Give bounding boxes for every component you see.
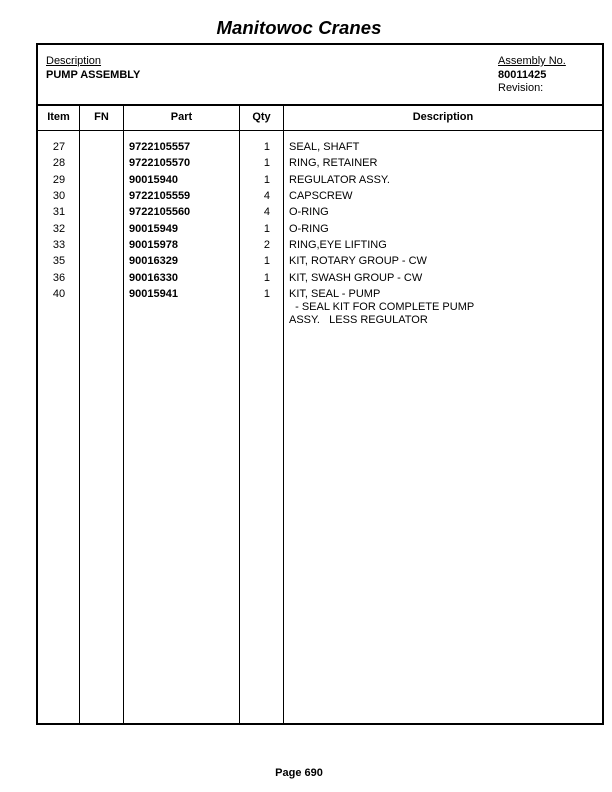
item-number: 35 bbox=[52, 255, 66, 268]
column-header-qty: Qty bbox=[252, 111, 271, 123]
table-row bbox=[38, 174, 602, 190]
assembly-header bbox=[38, 45, 602, 106]
table-row bbox=[38, 288, 602, 327]
description-value: PUMP ASSEMBLY bbox=[46, 69, 141, 81]
item-number: 32 bbox=[52, 222, 66, 235]
page-number: Page 690 bbox=[275, 767, 323, 779]
part-description: RING, RETAINER bbox=[289, 157, 378, 170]
part-description: RING,EYE LIFTING bbox=[289, 239, 387, 252]
part-number: 90016330 bbox=[129, 271, 178, 284]
quantity: 1 bbox=[263, 222, 270, 235]
quantity: 4 bbox=[263, 190, 270, 203]
column-header-description: Description bbox=[412, 111, 474, 123]
item-number: 28 bbox=[52, 157, 66, 170]
quantity: 1 bbox=[263, 271, 270, 284]
item-number: 31 bbox=[52, 206, 66, 219]
table-row bbox=[38, 255, 602, 271]
item-number: 27 bbox=[52, 141, 66, 153]
part-number: 90015941 bbox=[129, 288, 178, 301]
table-row bbox=[38, 239, 602, 255]
part-number: 90016329 bbox=[129, 255, 178, 268]
quantity: 2 bbox=[263, 239, 270, 252]
part-number: 90015940 bbox=[129, 173, 178, 186]
column-header-item: Item bbox=[47, 111, 70, 123]
part-description: KIT, SEAL - PUMP - SEAL KIT FOR COMPLETE PUMP ASSY. LESS REGULATOR bbox=[289, 288, 475, 327]
part-number: 90015978 bbox=[129, 239, 178, 252]
column-header-part: Part bbox=[170, 111, 193, 123]
part-description: KIT, SWASH GROUP - CW bbox=[289, 271, 423, 284]
quantity: 1 bbox=[263, 255, 270, 268]
item-number: 33 bbox=[52, 239, 66, 252]
assembly-number-label: Assembly No. bbox=[498, 55, 566, 67]
parts-list-frame bbox=[36, 43, 604, 725]
part-description: KIT, ROTARY GROUP - CW bbox=[289, 255, 427, 268]
table-row bbox=[38, 190, 602, 206]
quantity: 1 bbox=[263, 141, 270, 153]
table-row bbox=[38, 223, 602, 239]
column-header-fn: FN bbox=[94, 111, 109, 123]
part-description: O-RING bbox=[289, 222, 329, 235]
part-description: REGULATOR ASSY. bbox=[289, 173, 390, 186]
part-number: 90015949 bbox=[129, 222, 178, 235]
part-number: 9722105560 bbox=[129, 206, 191, 219]
column-header-rule bbox=[38, 130, 602, 131]
part-number: 9722105557 bbox=[129, 141, 191, 153]
quantity: 4 bbox=[263, 206, 270, 219]
item-number: 30 bbox=[52, 190, 66, 203]
table-row bbox=[38, 206, 602, 222]
revision-label: Revision: bbox=[498, 82, 544, 94]
part-description: O-RING bbox=[289, 206, 329, 219]
item-number: 29 bbox=[52, 173, 66, 186]
part-description: CAPSCREW bbox=[289, 190, 353, 203]
part-number: 9722105559 bbox=[129, 190, 191, 203]
table-row bbox=[38, 157, 602, 173]
quantity: 1 bbox=[263, 157, 270, 170]
part-description: SEAL, SHAFT bbox=[289, 141, 360, 153]
item-number: 40 bbox=[52, 288, 66, 301]
quantity: 1 bbox=[263, 288, 270, 301]
page-title: Manitowoc Cranes bbox=[216, 17, 382, 38]
item-number: 36 bbox=[52, 271, 66, 284]
assembly-number-value: 80011425 bbox=[498, 69, 547, 81]
table-row bbox=[38, 272, 602, 288]
table-row bbox=[38, 141, 602, 157]
description-label: Description bbox=[46, 55, 102, 67]
quantity: 1 bbox=[263, 173, 270, 186]
part-number: 9722105570 bbox=[129, 157, 191, 170]
